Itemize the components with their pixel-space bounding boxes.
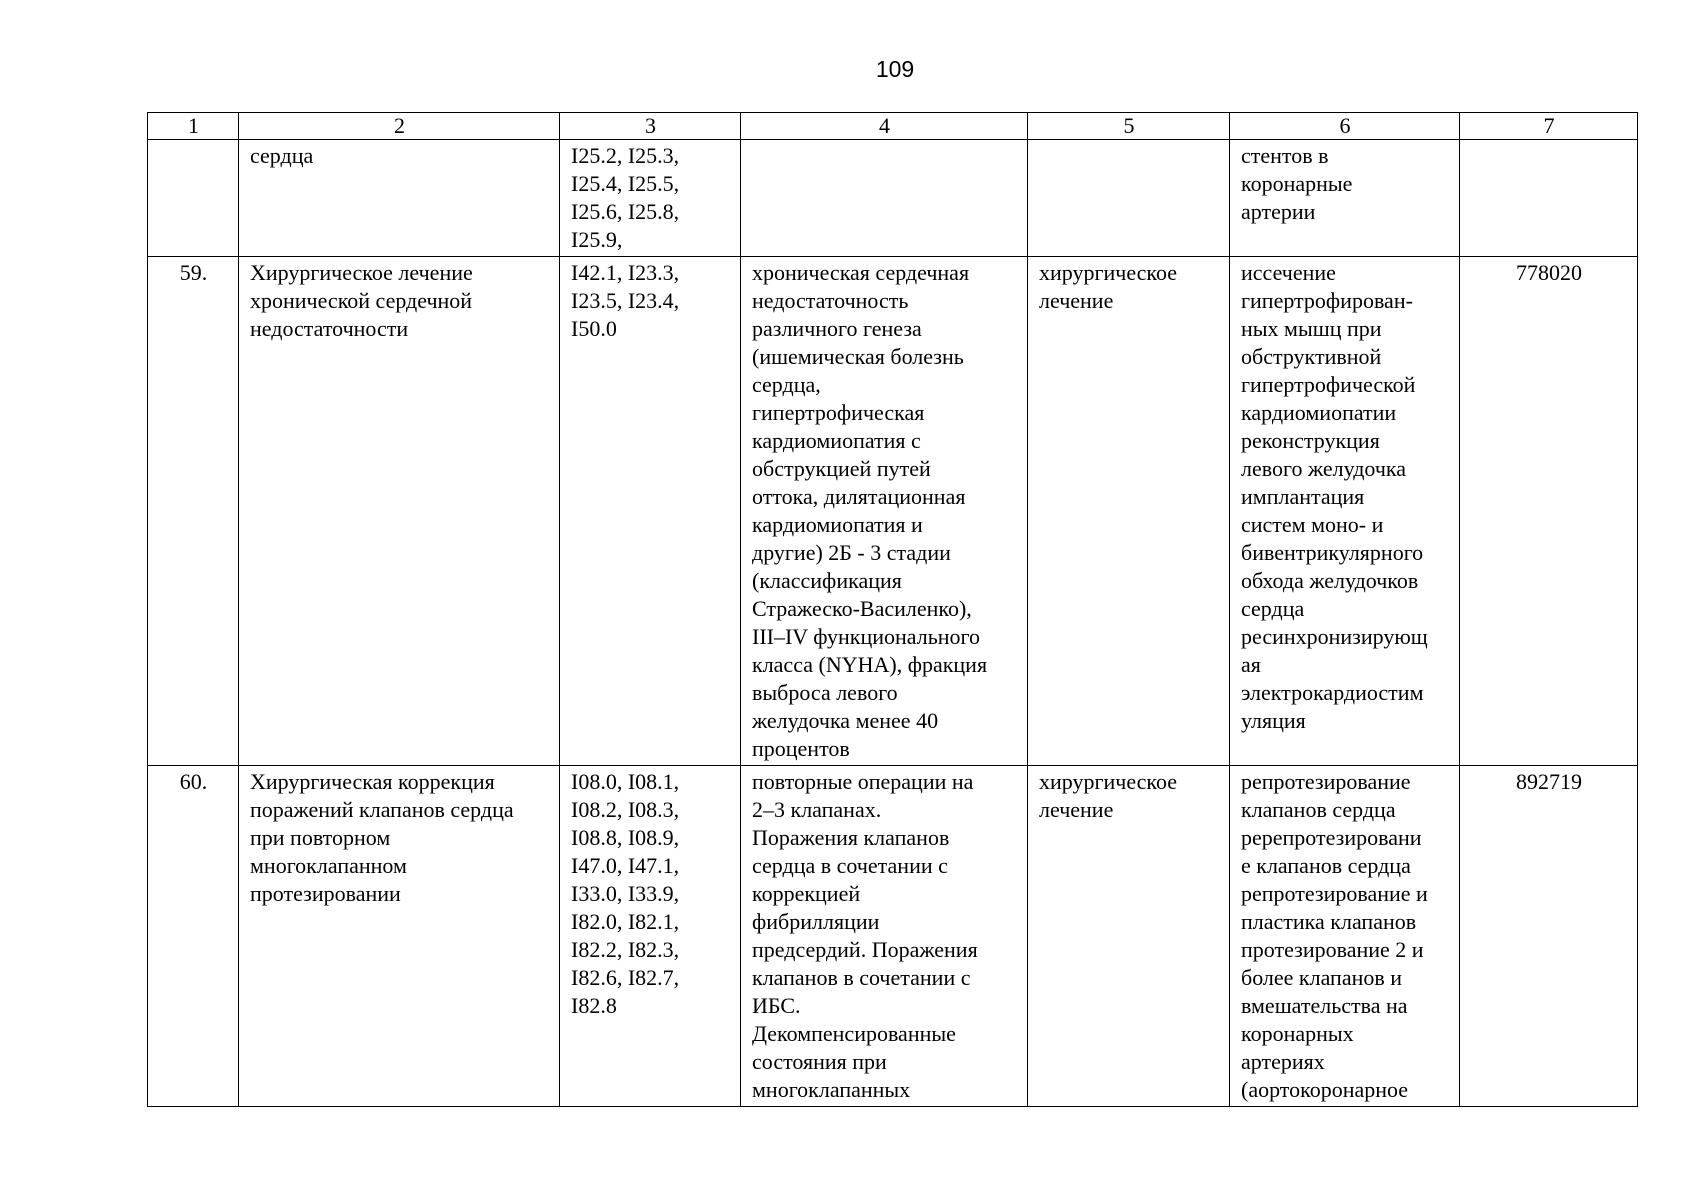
service-name-cell: Хирургическая коррекция поражений клапанов сердца при повторном многоклапанном протезировании: [239, 766, 560, 1107]
cost-cell: [1460, 140, 1638, 257]
column-number-header: 2: [239, 113, 560, 140]
column-number-header: 1: [148, 113, 239, 140]
column-number-header: 4: [741, 113, 1028, 140]
patient-model-cell: хроническая сердечная недостаточность различного генеза (ишемическая болезнь сердца, гипертрофическая кардиомиопатия с обструкцией путей оттока, дилятационная кардиомиопатия и другие) 2Б - 3 стадии (классификация Стражеско-Василенко), III–IV функционального класса (NYHA), фракция выброса левого желудочка менее 40 процентов: [741, 257, 1028, 766]
table-row: [148, 140, 1638, 257]
treatment-method-cell: репротезирование клапанов сердца ререпротезировани е клапанов сердца репротезирование и пластика клапанов протезирование 2 и более клапанов и вмешательства на коронарных артериях (аортокоронарное: [1230, 766, 1460, 1107]
cost-cell: 892719: [1460, 766, 1638, 1107]
treatment-method-cell: стентов в коронарные артерии: [1230, 140, 1460, 257]
column-number-header: 3: [560, 113, 741, 140]
column-number-header: 6: [1230, 113, 1460, 140]
treatment-type-cell: хирургическое лечение: [1028, 766, 1230, 1107]
treatment-method-cell: иссечение гипертрофирован- ных мышц при обструктивной гипертрофической кардиомиопатии реконструкция левого желудочка имплантация систем моно- и бивентрикулярного обхода желудочков сердца ресинхронизирующ ая электрокардиостим уляция: [1230, 257, 1460, 766]
row-number-cell: 59.: [148, 257, 239, 766]
table-header-row: [148, 113, 1638, 140]
service-name-cell: сердца: [239, 140, 560, 257]
cost-cell: 778020: [1460, 257, 1638, 766]
column-number-header: 7: [1460, 113, 1638, 140]
row-number-cell: [148, 140, 239, 257]
treatment-type-cell: [1028, 140, 1230, 257]
row-number-cell: 60.: [148, 766, 239, 1107]
table-row: [148, 257, 1638, 766]
page-number: 109: [875, 56, 915, 82]
icd-codes-cell: I42.1, I23.3, I23.5, I23.4, I50.0: [560, 257, 741, 766]
patient-model-cell: [741, 140, 1028, 257]
column-number-header: 5: [1028, 113, 1230, 140]
icd-codes-cell: I25.2, I25.3, I25.4, I25.5, I25.6, I25.8, I25.9,: [560, 140, 741, 257]
patient-model-cell: повторные операции на 2–3 клапанах. Поражения клапанов сердца в сочетании с коррекцией фибрилляции предсердий. Поражения клапанов в сочетании с ИБС. Декомпенсированные состояния при многоклапанных: [741, 766, 1028, 1107]
treatment-type-cell: хирургическое лечение: [1028, 257, 1230, 766]
services-table: [147, 112, 1638, 1107]
service-name-cell: Хирургическое лечение хронической сердечной недостаточности: [239, 257, 560, 766]
table-row: [148, 766, 1638, 1107]
icd-codes-cell: I08.0, I08.1, I08.2, I08.3, I08.8, I08.9, I47.0, I47.1, I33.0, I33.9, I82.0, I82.1, I82.2, I82.3, I82.6, I82.7, I82.8: [560, 766, 741, 1107]
